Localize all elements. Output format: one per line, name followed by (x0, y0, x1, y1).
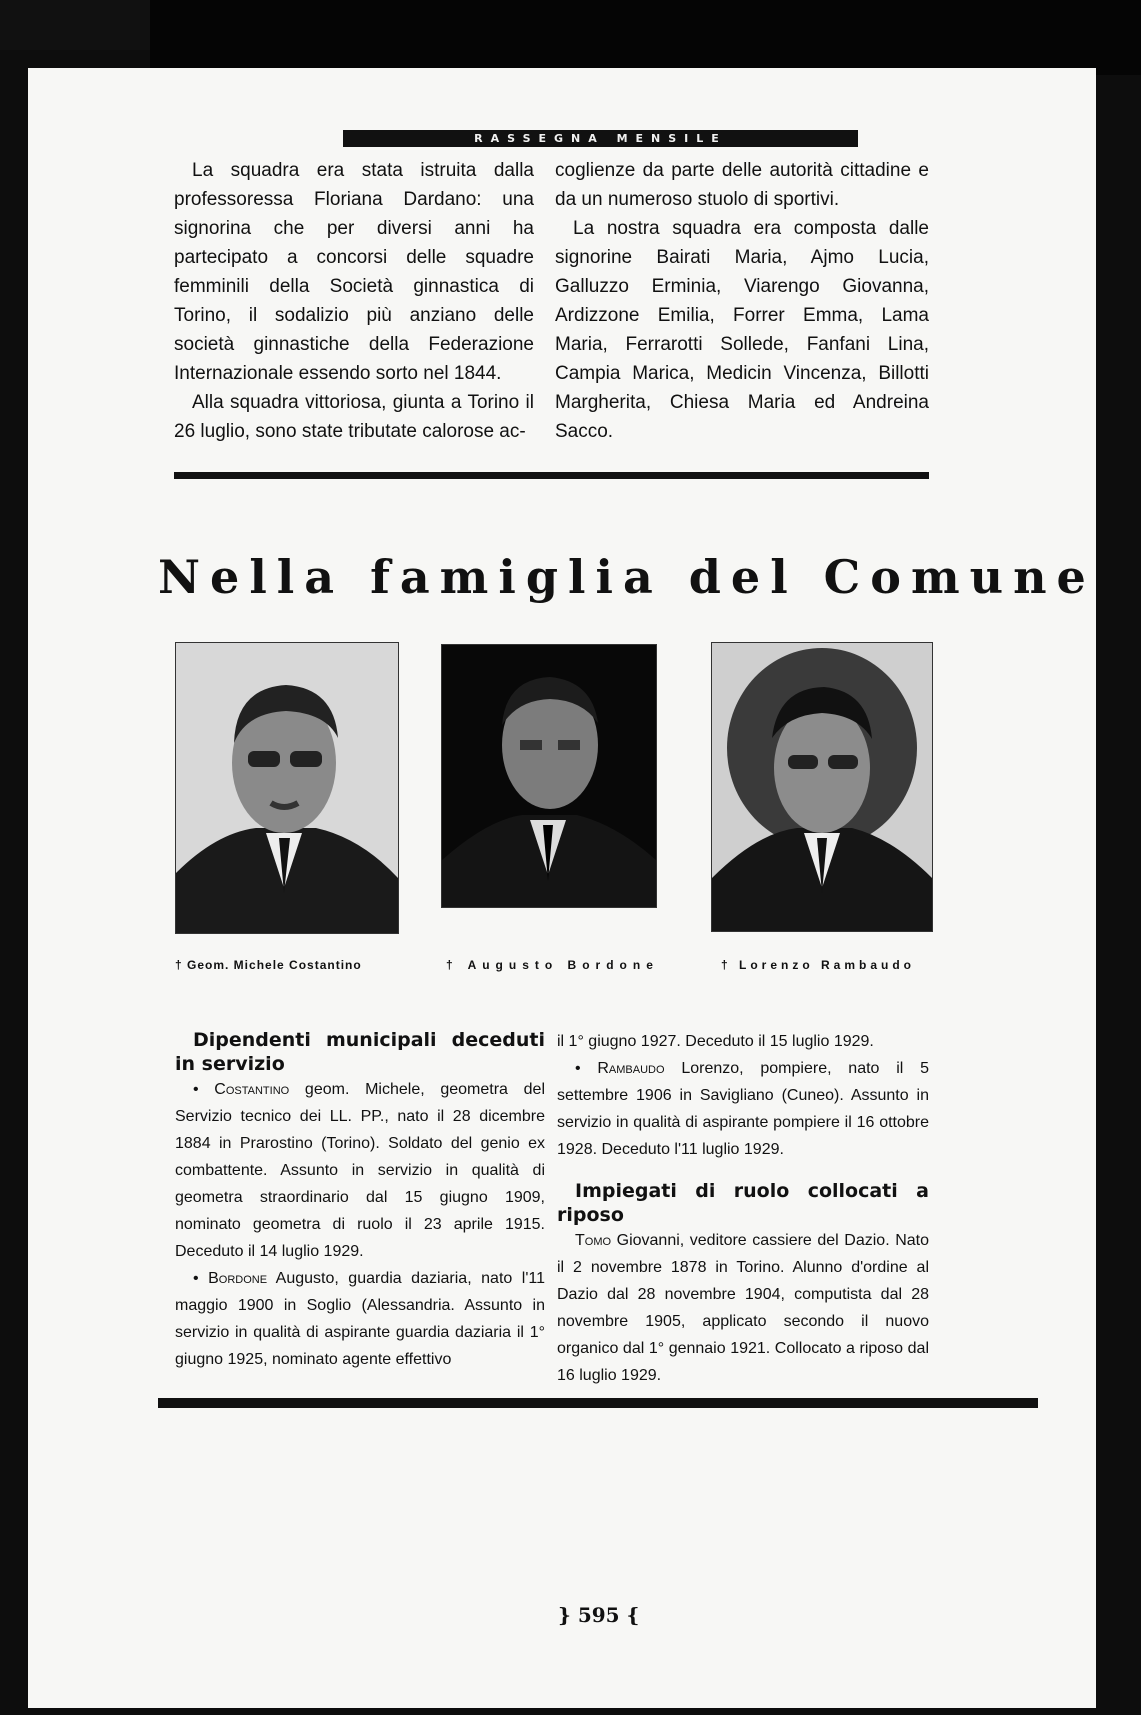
caption-costantino: † Geom. Michele Costantino (175, 958, 362, 972)
paragraph: coglienze da parte delle autorità cittadine e da un numeroso stuolo di sportivi. (555, 160, 929, 210)
obituaries-left-column (175, 1028, 545, 1373)
portrait-image (442, 645, 656, 907)
paragraph: La squadra era stata istruita dalla professoressa Floriana Dardano: una signorina che per diversi anni ha partecipato a concorsi delle squadre femminili della Società ginnastica di Torino, il sodalizio più anziano delle società ginnastiche della Federazione Internazionale essendo sorto nel 1844. (174, 160, 534, 384)
obituary-text: Lorenzo, pompiere, nato il 5 settembre 1906 in Savigliano (Cuneo). Assunto in servizio in qualità di aspirante pompiere il 16 ottobre 1928. Deceduto l'11 luglio 1929. (557, 1060, 929, 1158)
retired-text: Giovanni, veditore cassiere del Dazio. Nato il 2 novembre 1878 in Torino. Alunno d'ordine al Dazio dal 28 novembre 1904, computista dal 28 novembre 1905, applicato secondo il nuovo organico dal 1° gennaio 1921. Collocato a riposo dal 16 luglio 1929. (557, 1232, 929, 1384)
bottom-divider (158, 1398, 1038, 1408)
running-header: RASSEGNA MENSILE (343, 130, 858, 147)
retired-name: Tomo (575, 1232, 612, 1249)
obituaries-heading: Dipendenti municipali deceduti in servizio (175, 1029, 545, 1075)
obituary-continuation: il 1° giugno 1927. Deceduto il 15 luglio 1929. (557, 1033, 874, 1050)
obituary-name: Bordone (208, 1270, 268, 1287)
portrait-bordone (441, 644, 657, 908)
scan-top-bar (150, 0, 1141, 75)
portrait-image (712, 643, 932, 931)
paragraph: La nostra squadra era composta dalle signorine Bairati Maria, Ajmo Lucia, Galluzzo Erminia, Viarengo Giovanna, Ardizzone Emilia, Forrer Emma, Lama Maria, Ferrarotti Sollede, Fanfani Lina, Campia Marica, Medicin Vincenza, Billotti Margherita, Chiesa Maria ed Andreina Sacco. (555, 218, 929, 442)
obituary-entry: • Costantino geom. Michele, geometra del Servizio tecnico dei LL. PP., nato il 28 dicembre 1884 in Prarostino (Torino). Soldato del genio ex combattente. Assunto in servizio in qualità di geometra straordinario dal 15 giugno 1909, nominato geometra di ruolo il 23 aprile 1915. Deceduto il 14 luglio 1929. (175, 1081, 545, 1260)
portrait-rambaudo (711, 642, 933, 932)
page-number: } 595 { (558, 1603, 640, 1627)
magazine-page (28, 68, 1096, 1708)
obituary-name: Costantino (214, 1081, 290, 1098)
obituary-entry: • Bordone Augusto, guardia daziaria, nato l'11 maggio 1900 in Soglio (Alessandria. Assunto in servizio in qualità di aspirante guardia daziaria il 1° giugno 1925, nominato agente effettivo (175, 1270, 545, 1368)
portrait-image (176, 643, 398, 933)
section-divider (174, 472, 929, 479)
obituaries-right-column (557, 1028, 929, 1389)
paragraph: Alla squadra vittoriosa, giunta a Torino il 26 luglio, sono state tributate calorose ac- (174, 392, 534, 442)
caption-rambaudo: † Lorenzo Rambaudo (721, 958, 916, 972)
scan-top-edge (0, 0, 150, 50)
obituary-text: geom. Michele, geometra del Servizio tecnico dei LL. PP., nato il 28 dicembre 1884 in Prarostino (Torino). Soldato del genio ex combattente. Assunto in servizio in qualità di geometra straordinario dal 15 giugno 1909, nominato geometra di ruolo il 23 aprile 1915. Deceduto il 14 luglio 1929. (175, 1081, 545, 1260)
obituary-text: Augusto, guardia daziaria, nato l'11 maggio 1900 in Soglio (Alessandria. Assunto in servizio in qualità di aspirante guardia daziaria il 1° giugno 1925, nominato agente effettivo (175, 1270, 545, 1368)
retired-entry (557, 1227, 929, 1389)
obituary-entry: • Rambaudo Lorenzo, pompiere, nato il 5 settembre 1906 in Savigliano (Cuneo). Assunto in servizio in qualità di aspirante pompiere il 16 ottobre 1928. Deceduto l'11 luglio 1929. (557, 1060, 929, 1158)
top-article-right-column (555, 156, 929, 446)
top-article-left-column (174, 156, 534, 446)
retired-heading: Impiegati di ruolo collocati a riposo (557, 1180, 929, 1226)
portrait-costantino (175, 642, 399, 934)
section-title: Nella famiglia del Comune (158, 550, 1096, 604)
caption-bordone: † Augusto Bordone (446, 958, 659, 972)
obituary-name: Rambaudo (597, 1060, 665, 1077)
